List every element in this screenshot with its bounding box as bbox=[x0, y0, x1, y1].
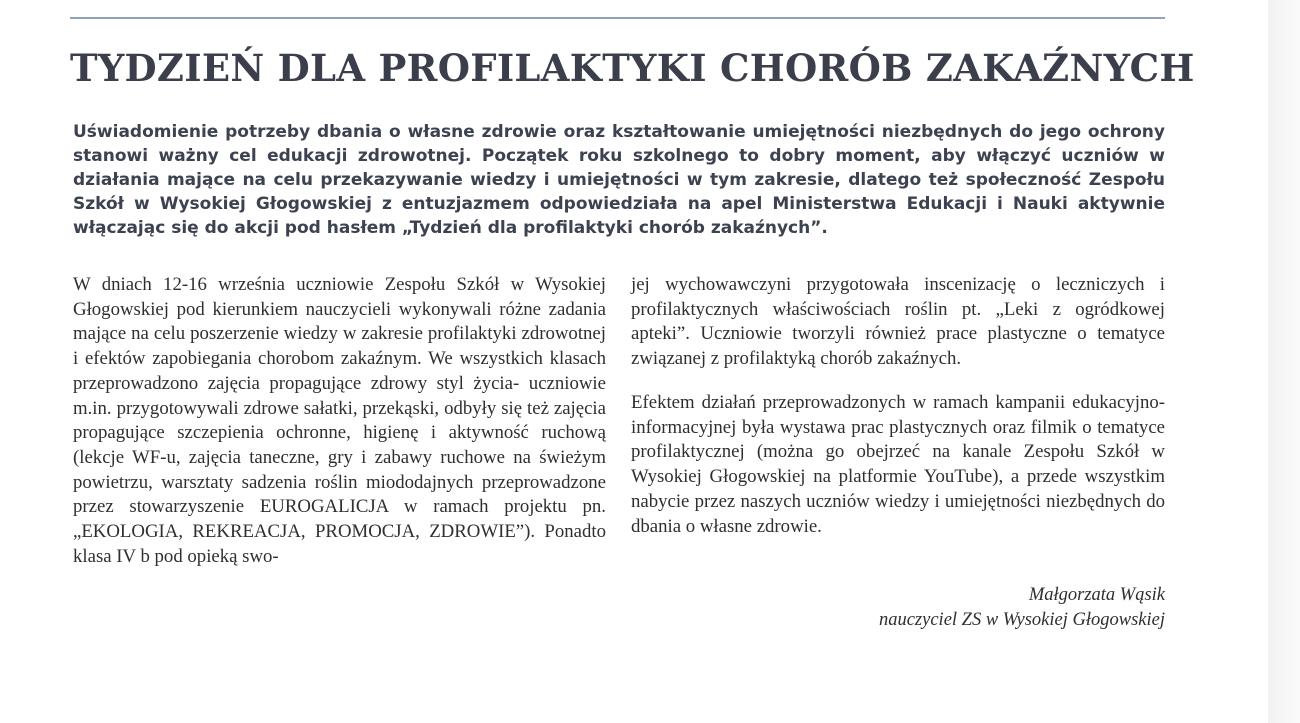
page-edge bbox=[1268, 0, 1300, 723]
body-column-right-paragraph-2: Efektem działań przeprowadzonych w ramach kampanii edukacyjno-informacyjnej była wystawa prac plastycznych oraz filmik o tematyce profilaktycznej (można go obejrzeć na kanale Zespołu Szkół w Wysokiej Głogowskiej na platformie YouTube), a przede wszystkim nabycie przez naszych uczniów wiedzy i umiejętności niezbędnych do dbania o własne zdrowie. bbox=[631, 392, 1165, 537]
body-column-left: W dniach 12-16 września uczniowie Zespołu Szkół w Wysokiej Głogowskiej pod kierunkiem nauczycieli wykonywali różne zadania mające na celu poszerzenie wiedzy w zakresie profilaktyki zdrowotnej i efektów zapobiegania chorobom zakaźnym. We wszystkich klasach przeprowadzono zajęcia propagujące zdrowy styl życia- uczniowie m.in. przygotowywali zdrowe sałatki, przekąski, odbyły się też zajęcia propagujące szczepienia ochronne, higienę i aktywność ruchową (lekcje WF-u, zajęcia taneczne, gry i zabawy ruchowe na świeżym powietrzu, warsztaty sadzenia roślin miododajnych przeprowadzone przez stowarzyszenie EUROGALICJA w ramach projektu pn. „EKOLOGIA, REKREACJA, PROMOCJA, ZDROWIE”). Ponadto klasa IV b pod opieką swo- bbox=[73, 274, 606, 567]
top-divider bbox=[70, 17, 1165, 19]
author-role: nauczyciel ZS w Wysokiej Głogowskiej bbox=[878, 610, 1165, 630]
author-name: Małgorzata Wąsik bbox=[1028, 585, 1165, 605]
article-lead: Uświadomienie potrzeby dbania o własne zdrowie oraz kształtowanie umiejętności niezbędnych do jego ochrony stanowi ważny cel edukacji zdrowotnej. Początek roku szkolnego to dobry moment, aby włączyć uczniów w działania mające na celu przekazywanie wiedzy i umiejętności w tym zakresie, dlatego też społeczność Zespołu Szkół w Wysokiej Głogowskiej z entuzjazmem odpowiedziała na apel Ministerstwa Edukacji i Nauki aktywnie włączając się do akcji pod hasłem „Tydzień dla profilaktyki chorób zakaźnych”. bbox=[73, 122, 1165, 238]
body-column-right-paragraph-1: jej wychowawczyni przygotowała inscenizację o leczniczych i profilaktycznych właściwościach roślin pt. „Leki z ogródkowej apteki”. Uczniowie tworzyli również prace plastyczne o tematyce związanej z profilaktyką chorób zakaźnych. bbox=[631, 274, 1165, 370]
article-title: TYDZIEŃ DLA PROFILAKTYKI CHORÓB ZAKAŹNYCH bbox=[70, 46, 1195, 90]
author-signature bbox=[631, 583, 1165, 633]
